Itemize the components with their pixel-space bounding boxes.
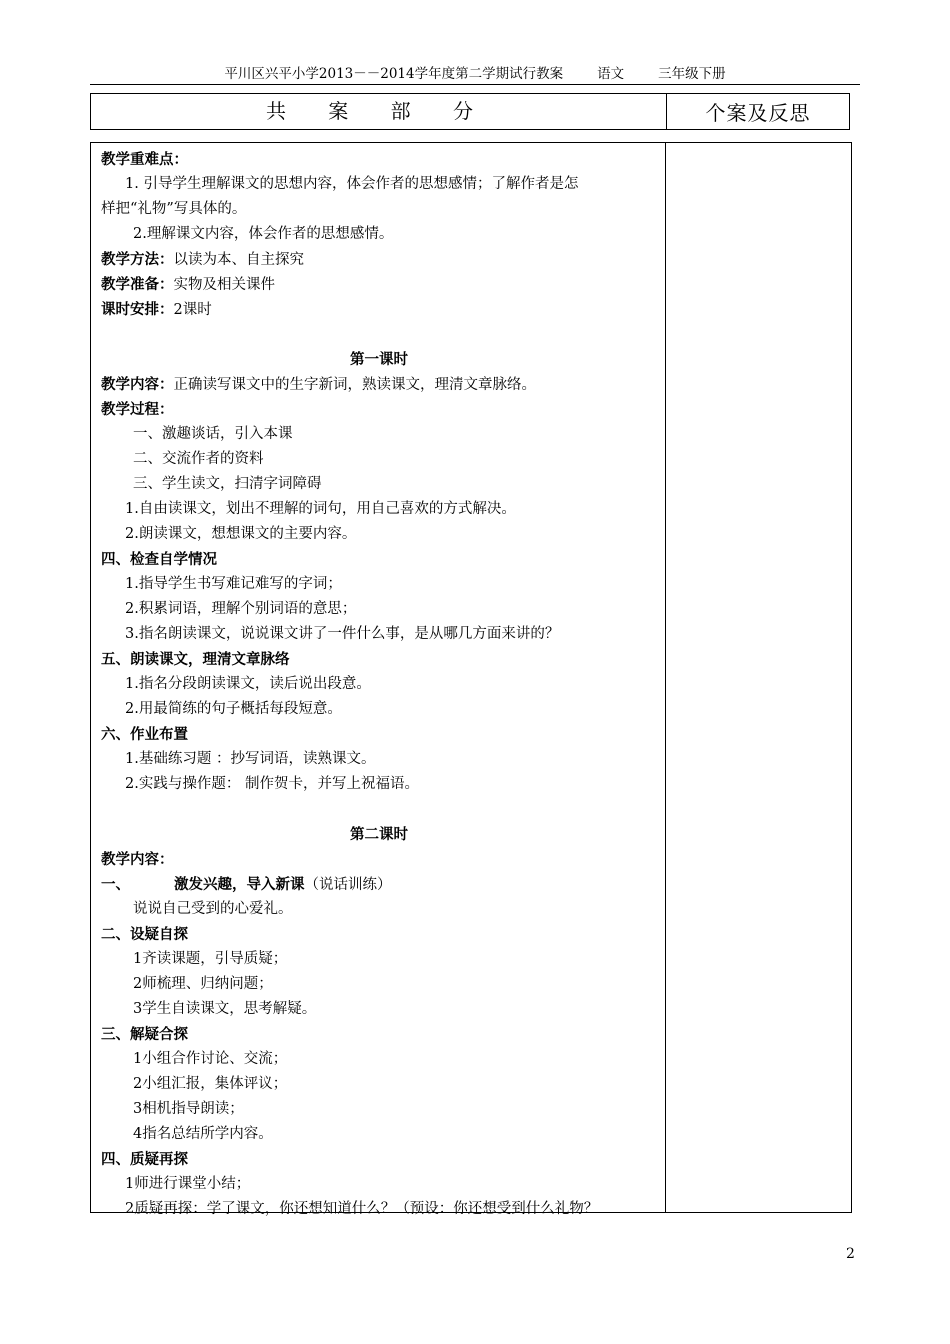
process-step-4: 四、检查自学情况	[101, 551, 217, 568]
lesson2-step-2: 二、设疑自探	[101, 926, 188, 943]
process-step-4-2: 2.积累词语，理解个别词语的意思；	[125, 601, 357, 617]
lesson2-step-1-1: 说说自己受到的心爱礼。	[133, 901, 293, 917]
lesson2-step-1	[101, 872, 657, 897]
lesson2-step-3-4: 4指名总结所学内容。	[133, 1126, 273, 1142]
lesson2-step-1-note: （说话训练）	[304, 877, 392, 893]
process-step-6: 六、作业布置	[101, 726, 188, 743]
lesson2-step-1-num: 一、	[101, 876, 130, 893]
lesson2-step-4-2: 2质疑再探：学了课文，你还想知道什么？（预设：你还想受到什么礼物？	[125, 1201, 599, 1217]
prep-label: 教学准备：	[101, 276, 174, 293]
method-line	[101, 247, 657, 272]
lesson2-step-3: 三、解疑合探	[101, 1026, 188, 1043]
method-label: 教学方法：	[101, 251, 174, 268]
header-subject: 语文	[597, 66, 625, 82]
process-step-2: 二、交流作者的资料	[133, 451, 264, 467]
lesson2-step-3-2: 2小组汇报，集体评议；	[133, 1076, 288, 1092]
prep-line	[101, 272, 657, 297]
schedule-line	[101, 297, 657, 322]
key-point-1b: 样把“礼物”写具体的。	[101, 201, 247, 217]
lesson1-content-value: 正确读写课文中的生字新词，熟读课文，理清文章脉络。	[173, 377, 536, 393]
process-step-3-2: 2.朗读课文，想想课文的主要内容。	[125, 526, 357, 542]
header-grade: 三年级下册	[658, 66, 726, 82]
key-points-label: 教学重难点：	[101, 151, 188, 168]
lesson2-content-label: 教学内容：	[101, 851, 174, 868]
process-step-4-1: 1.指导学生书写难记难写的字词；	[125, 576, 342, 592]
process-step-5-1: 1.指名分段朗读课文，读后说出段意。	[125, 676, 371, 692]
schedule-value: 2课时	[173, 302, 212, 318]
lesson2-step-4: 四、质疑再探	[101, 1151, 188, 1168]
lesson-plan-table	[90, 142, 852, 1217]
process-step-3: 三、学生读文，扫清字词障碍	[133, 476, 322, 492]
reflection-cell	[666, 143, 851, 1212]
lesson2-step-3-1: 1小组合作讨论、交流；	[133, 1051, 288, 1067]
reflection-heading: 个案及反思	[705, 101, 811, 125]
key-point-1a: 1. 引导学生理解课文的思想内容，体会作者的思想感情；了解作者是怎	[125, 176, 579, 192]
process-label: 教学过程：	[101, 401, 174, 418]
process-step-5-2: 2.用最简练的句子概括每段短意。	[125, 701, 342, 717]
process-step-6-1: 1.基础练习题 ：抄写词语，读熟课文。	[125, 751, 376, 767]
lesson1-content-label: 教学内容：	[101, 376, 174, 393]
process-step-5: 五、朗读课文，理清文章脉络	[101, 651, 290, 668]
lesson1-content-line	[101, 372, 657, 397]
shared-plan-heading: 共 案 部 分	[91, 94, 667, 129]
page-header	[90, 64, 860, 85]
process-step-4-3: 3.指名朗读课文，说说课文讲了一件什么事，是从哪几方面来讲的？	[125, 626, 560, 642]
page-number: 2	[846, 1246, 855, 1262]
lesson2-step-3-3: 3相机指导朗读；	[133, 1101, 244, 1117]
lesson2-step-1-title: 激发兴趣，导入新课	[174, 876, 305, 893]
prep-value: 实物及相关课件	[173, 277, 275, 293]
table-header	[90, 93, 850, 130]
process-step-6-2: 2.实践与操作题： 制作贺卡，并写上祝福语。	[125, 776, 419, 792]
schedule-label: 课时安排：	[101, 301, 174, 318]
header-school: 平川区兴平小学2013－－2014学年度第二学期试行教案	[224, 66, 564, 82]
process-step-3-1: 1.自由读课文，划出不理解的词句，用自己喜欢的方式解决。	[125, 501, 516, 517]
lesson2-title: 第二课时	[350, 826, 408, 843]
lesson2-step-2-3: 3学生自读课文，思考解疑。	[133, 1001, 317, 1017]
method-value: 以读为本、自主探究	[173, 252, 304, 268]
lesson1-title: 第一课时	[350, 351, 408, 368]
process-step-1: 一、激趣谈话，引入本课	[133, 426, 293, 442]
lesson2-step-2-1: 1齐读课题，引导质疑；	[133, 951, 288, 967]
key-point-2: 2.理解课文内容，体会作者的思想感情。	[133, 226, 394, 242]
lesson2-step-4-1: 1师进行课堂小结；	[125, 1176, 251, 1192]
lesson2-step-2-2: 2师梳理、归纳问题；	[133, 976, 273, 992]
shared-plan-cell	[91, 143, 666, 1217]
